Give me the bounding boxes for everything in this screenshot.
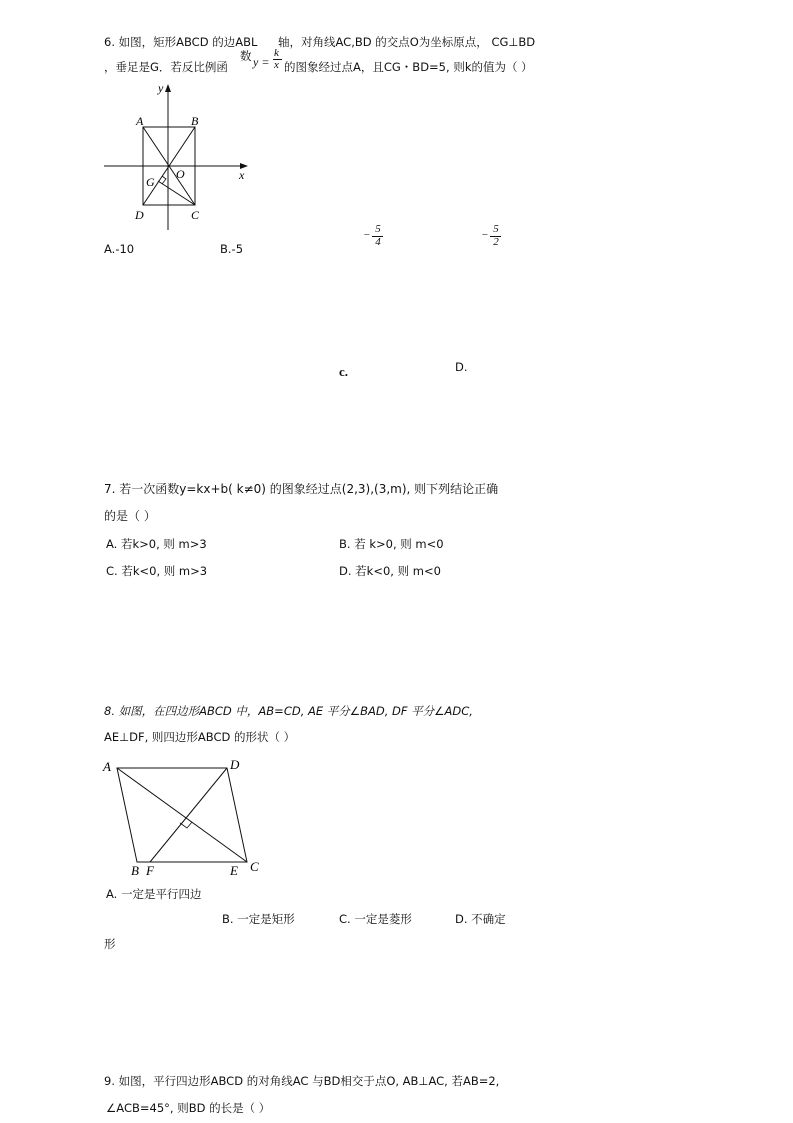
- q6-stem-line2-part2: 的图象经过点A，且CG・BD=5, 则k的值为（ ）: [284, 60, 533, 74]
- q6-option-d-label: D.: [455, 360, 468, 374]
- q6-label-c: C: [191, 208, 200, 222]
- q8-segment-df: [150, 768, 227, 862]
- q6-stem-line2-part1: ，垂足是G．若反比例函: [104, 60, 228, 74]
- q7-stem-line2: 的是（ ）: [104, 509, 156, 523]
- q6-y-axis-arrow-icon: [165, 84, 171, 92]
- q6-label-y: y: [158, 81, 164, 95]
- q9-stem-line1: 9. 如图，平行四边形ABCD 的对角线AC 与BD相交于点O, AB⊥AC, 若AB=2,: [104, 1074, 500, 1088]
- q8-option-b: B. 一定是矩形: [222, 912, 295, 926]
- q8-option-a-continuation: 形: [104, 937, 116, 951]
- q7-option-d: D. 若k<0, 则 m<0: [339, 564, 441, 578]
- q6-func-shu: 数: [240, 49, 252, 63]
- q6-label-b: B: [191, 114, 199, 128]
- q6-label-g: G: [146, 175, 155, 189]
- q6-stem-line1-part1: 6. 如图，矩形ABCD 的边ABL: [104, 35, 258, 49]
- q6-segment-cg: [158, 181, 195, 205]
- q7-option-c: C. 若k<0, 则 m>3: [106, 564, 208, 578]
- q6-label-x: x: [239, 168, 245, 182]
- q6-option-d-minus: −: [481, 229, 489, 241]
- q6-stem-line1-part2: 轴，对角线AC,BD 的交点O为坐标原点， CG⊥BD: [278, 35, 536, 49]
- q7-stem-line1: 7. 若一次函数y=kx+b( k≠0) 的图象经过点(2,3),(3,m), 则下列结论正确: [104, 482, 499, 496]
- q6-option-a: A.-10: [104, 242, 135, 256]
- q6-option-b: B.-5: [220, 242, 244, 256]
- q6-func-x: x: [274, 59, 279, 71]
- q6-option-c-denominator: 4: [375, 236, 381, 248]
- q7-option-a: A. 若k>0, 则 m>3: [106, 537, 207, 551]
- q6-option-d-denominator: 2: [493, 236, 499, 248]
- q6-label-a: A: [136, 114, 144, 128]
- q6-figure: [100, 80, 260, 240]
- q8-label-f: F: [146, 863, 154, 878]
- q8-stem-line2: AE⊥DF, 则四边形ABCD 的形状（ ）: [104, 730, 296, 744]
- q6-option-c-numerator: 5: [375, 223, 381, 235]
- q6-option-d-fraction: [481, 223, 505, 251]
- q8-label-c: C: [250, 859, 259, 874]
- q8-figure: [100, 755, 270, 880]
- q6-option-c-fraction: [363, 223, 387, 251]
- q6-label-o: O: [176, 167, 185, 181]
- q6-option-c-minus: −: [363, 229, 371, 241]
- q8-label-b: B: [131, 863, 139, 878]
- q6-func-y: y =: [253, 55, 270, 69]
- q8-label-e: E: [230, 863, 238, 878]
- q8-segment-ae: [117, 768, 247, 862]
- q7-option-b: B. 若 k>0, 则 m<0: [339, 537, 444, 551]
- q8-option-c: C. 一定是菱形: [339, 912, 412, 926]
- q8-stem-line1: 8. 如图，在四边形ABCD 中，AB=CD, AE 平分∠BAD, DF 平分∠ADC,: [104, 704, 473, 718]
- q6-option-d-numerator: 5: [493, 223, 499, 235]
- q6-func-k: k: [274, 47, 279, 59]
- q8-label-a: A: [103, 759, 111, 774]
- q8-option-a: A. 一定是平行四边: [106, 887, 202, 901]
- q8-option-d: D. 不确定: [455, 912, 506, 926]
- q8-label-d: D: [230, 757, 240, 772]
- q9-stem-line2: ∠ACB=45°, 则BD 的长是（ ）: [106, 1101, 271, 1115]
- q6-label-d: D: [135, 208, 144, 222]
- q6-option-c-label: c.: [339, 364, 349, 379]
- q6-right-angle-mark: [162, 176, 166, 184]
